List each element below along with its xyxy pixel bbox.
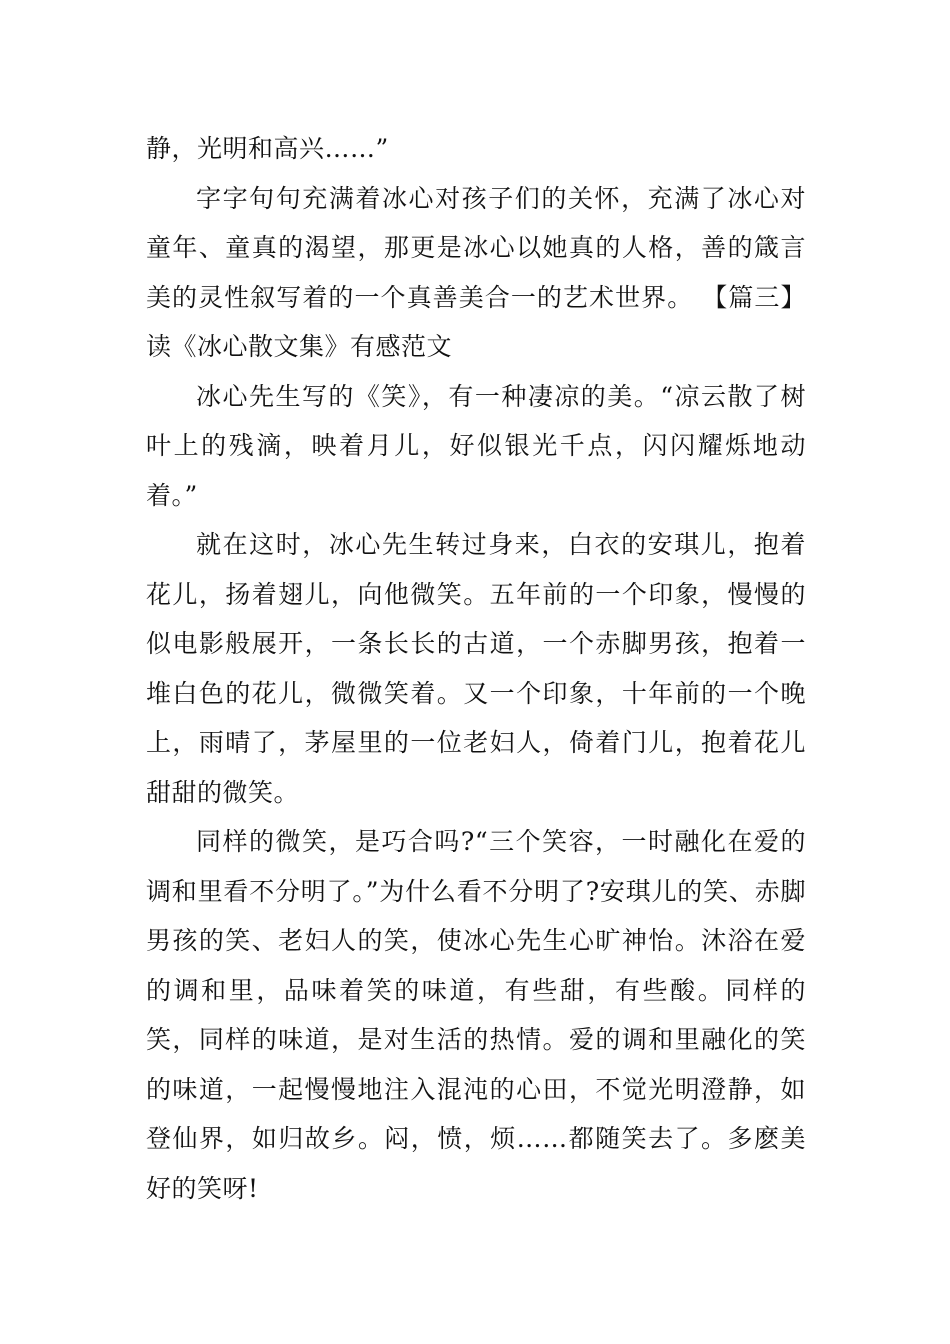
document-body — [146, 124, 806, 1213]
paragraph-5: 同样的微笑，是巧合吗?“三个笑容，一时融化在爱的调和里看不分明了。”为什么看不分明了?安琪儿的笑、赤脚男孩的笑、老妇人的笑，使冰心先生心旷神怡。沐浴在爱的调和里，品味着笑的味道，有些甜，有些酸。同样的笑，同样的味道，是对生活的热情。爱的调和里融化的笑的味道，一起慢慢地注入混沌的心田，不觉光明澄静，如登仙界，如归故乡。闷，愤，烦……都随笑去了。多麽美好的笑呀! — [146, 827, 806, 1203]
paragraph-1: 静，光明和高兴……” — [146, 134, 389, 163]
paragraph-3: 冰心先生写的《笑》，有一种凄凉的美。“凉云散了树叶上的残滴，映着月儿，好似银光千点，闪闪耀烁地动着。” — [146, 381, 806, 510]
paragraph-4: 就在这时，冰心先生转过身来，白衣的安琪儿，抱着花儿，扬着翅儿，向他微笑。五年前的一个印象，慢慢的似电影般展开，一条长长的古道，一个赤脚男孩，抱着一堆白色的花儿，微微笑着。又一个印象，十年前的一个晚上，雨晴了，茅屋里的一位老妇人，倚着门儿，抱着花儿甜甜的微笑。 — [146, 530, 806, 807]
paragraph-2: 字字句句充满着冰心对孩子们的关怀，充满了冰心对童年、童真的渴望，那更是冰心以她真的人格，善的箴言美的灵性叙写着的一个真善美合一的艺术世界。 【篇三】读《冰心散文集》有感范文 — [146, 183, 806, 361]
